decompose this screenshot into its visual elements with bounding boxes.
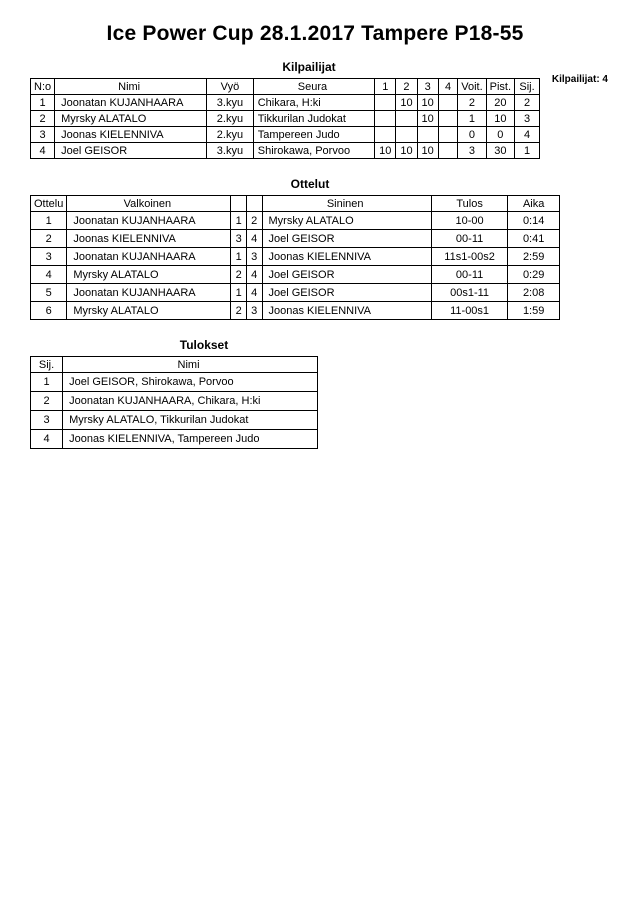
cell-match-1: 10 — [375, 143, 396, 159]
cell-white: Myrsky ALATALO — [67, 302, 231, 320]
cell-match-3 — [417, 127, 438, 143]
competitors-table-body — [31, 95, 540, 159]
table-row — [31, 212, 560, 230]
cell-match-1 — [375, 95, 396, 111]
matches-table-wrap — [30, 195, 630, 320]
cell-rank: 2 — [515, 95, 540, 111]
cell-match-4 — [438, 127, 457, 143]
col-name: Nimi — [55, 79, 207, 95]
col-match-2: 2 — [396, 79, 417, 95]
cell-wins: 1 — [458, 111, 486, 127]
cell-white: Myrsky ALATALO — [67, 266, 231, 284]
col-result: Tulos — [431, 196, 507, 212]
cell-match-no: 6 — [31, 302, 67, 320]
cell-rank: 3 — [515, 111, 540, 127]
cell-match-4 — [438, 111, 457, 127]
cell-match-4 — [438, 95, 457, 111]
table-row — [31, 284, 560, 302]
table-row — [31, 143, 540, 159]
results-heading: Tulokset — [179, 338, 229, 352]
col-match-no: Ottelu — [31, 196, 67, 212]
cell-belt: 3.kyu — [207, 143, 254, 159]
cell-match-no: 5 — [31, 284, 67, 302]
matches-table — [30, 195, 560, 320]
cell-blue: Joel GEISOR — [262, 230, 431, 248]
cell-name: Joonas KIELENNIVA, Tampereen Judo — [63, 430, 318, 449]
cell-time: 2:08 — [508, 284, 560, 302]
table-row — [31, 411, 318, 430]
cell-time: 0:14 — [508, 212, 560, 230]
cell-name: Myrsky ALATALO, Tikkurilan Judokat — [63, 411, 318, 430]
cell-belt: 2.kyu — [207, 127, 254, 143]
cell-no: 3 — [31, 127, 55, 143]
table-header-row — [31, 79, 540, 95]
cell-points: 30 — [486, 143, 514, 159]
cell-match-no: 2 — [31, 230, 67, 248]
cell-name: Myrsky ALATALO — [55, 111, 207, 127]
competitors-table-head — [31, 79, 540, 95]
cell-name: Joel GEISOR, Shirokawa, Porvoo — [63, 373, 318, 392]
cell-white-no: 2 — [231, 266, 247, 284]
cell-name: Joel GEISOR — [55, 143, 207, 159]
cell-result: 11-00s1 — [431, 302, 507, 320]
cell-rank: 2 — [31, 392, 63, 411]
col-no: N:o — [31, 79, 55, 95]
col-white: Valkoinen — [67, 196, 231, 212]
cell-blue-no: 3 — [246, 248, 262, 266]
cell-result: 00-11 — [431, 230, 507, 248]
cell-result: 00-11 — [431, 266, 507, 284]
table-row — [31, 248, 560, 266]
col-points: Pist. — [486, 79, 514, 95]
cell-wins: 0 — [458, 127, 486, 143]
matches-heading: Ottelut — [290, 177, 330, 191]
cell-match-3: 10 — [417, 95, 438, 111]
cell-rank: 3 — [31, 411, 63, 430]
cell-result: 10-00 — [431, 212, 507, 230]
table-row — [31, 430, 318, 449]
cell-match-2: 10 — [396, 95, 417, 111]
cell-time: 2:59 — [508, 248, 560, 266]
cell-club: Chikara, H:ki — [253, 95, 374, 111]
competitor-count-label: Kilpailijat: 4 — [551, 74, 608, 85]
cell-points: 10 — [486, 111, 514, 127]
page-title: Ice Power Cup 28.1.2017 Tampere P18-55 — [106, 22, 524, 45]
cell-blue: Myrsky ALATALO — [262, 212, 431, 230]
cell-match-no: 1 — [31, 212, 67, 230]
cell-no: 4 — [31, 143, 55, 159]
cell-white-no: 2 — [231, 302, 247, 320]
col-white-no — [231, 196, 247, 212]
table-row — [31, 95, 540, 111]
cell-name: Joonas KIELENNIVA — [55, 127, 207, 143]
cell-white: Joonatan KUJANHAARA — [67, 212, 231, 230]
cell-white: Joonatan KUJANHAARA — [67, 248, 231, 266]
competitors-table — [30, 78, 540, 159]
cell-rank: 4 — [515, 127, 540, 143]
cell-match-3: 10 — [417, 111, 438, 127]
col-belt: Vyö — [207, 79, 254, 95]
col-time: Aika — [508, 196, 560, 212]
table-row — [31, 302, 560, 320]
cell-match-2: 10 — [396, 143, 417, 159]
table-row — [31, 392, 318, 411]
cell-match-2 — [396, 127, 417, 143]
cell-white-no: 1 — [231, 212, 247, 230]
cell-club: Shirokawa, Porvoo — [253, 143, 374, 159]
table-header-row — [31, 196, 560, 212]
table-row — [31, 373, 318, 392]
table-row — [31, 127, 540, 143]
cell-blue-no: 3 — [246, 302, 262, 320]
col-name: Nimi — [63, 357, 318, 373]
table-row — [31, 111, 540, 127]
cell-blue-no: 2 — [246, 212, 262, 230]
cell-white: Joonatan KUJANHAARA — [67, 284, 231, 302]
cell-time: 0:41 — [508, 230, 560, 248]
cell-points: 20 — [486, 95, 514, 111]
results-table-wrap — [30, 356, 630, 449]
cell-match-no: 3 — [31, 248, 67, 266]
table-row — [31, 230, 560, 248]
cell-no: 2 — [31, 111, 55, 127]
cell-blue-no: 4 — [246, 266, 262, 284]
cell-club: Tampereen Judo — [253, 127, 374, 143]
col-rank: Sij. — [515, 79, 540, 95]
col-blue-no — [246, 196, 262, 212]
results-table-body — [31, 373, 318, 449]
col-rank: Sij. — [31, 357, 63, 373]
cell-wins: 2 — [458, 95, 486, 111]
table-row — [31, 266, 560, 284]
cell-name: Joonatan KUJANHAARA, Chikara, H:ki — [63, 392, 318, 411]
cell-rank: 4 — [31, 430, 63, 449]
cell-club: Tikkurilan Judokat — [253, 111, 374, 127]
cell-no: 1 — [31, 95, 55, 111]
cell-belt: 2.kyu — [207, 111, 254, 127]
cell-points: 0 — [486, 127, 514, 143]
col-match-4: 4 — [438, 79, 457, 95]
cell-blue: Joonas KIELENNIVA — [262, 248, 431, 266]
cell-result: 11s1-00s2 — [431, 248, 507, 266]
tournament-results-page — [0, 22, 630, 913]
cell-match-4 — [438, 143, 457, 159]
cell-rank: 1 — [515, 143, 540, 159]
col-match-3: 3 — [417, 79, 438, 95]
matches-table-head — [31, 196, 560, 212]
cell-belt: 3.kyu — [207, 95, 254, 111]
cell-blue: Joel GEISOR — [262, 284, 431, 302]
cell-time: 1:59 — [508, 302, 560, 320]
col-wins: Voit. — [458, 79, 486, 95]
cell-white-no: 3 — [231, 230, 247, 248]
cell-result: 00s1-11 — [431, 284, 507, 302]
cell-match-2 — [396, 111, 417, 127]
cell-match-3: 10 — [417, 143, 438, 159]
cell-name: Joonatan KUJANHAARA — [55, 95, 207, 111]
cell-white: Joonas KIELENNIVA — [67, 230, 231, 248]
cell-blue-no: 4 — [246, 230, 262, 248]
col-club: Seura — [253, 79, 374, 95]
cell-match-1 — [375, 111, 396, 127]
competitors-heading: Kilpailijat — [282, 60, 336, 74]
col-blue: Sininen — [262, 196, 431, 212]
results-table-head — [31, 357, 318, 373]
cell-time: 0:29 — [508, 266, 560, 284]
matches-table-body — [31, 212, 560, 320]
cell-match-no: 4 — [31, 266, 67, 284]
cell-blue-no: 4 — [246, 284, 262, 302]
results-table — [30, 356, 318, 449]
cell-rank: 1 — [31, 373, 63, 392]
cell-white-no: 1 — [231, 248, 247, 266]
cell-match-1 — [375, 127, 396, 143]
table-header-row — [31, 357, 318, 373]
cell-wins: 3 — [458, 143, 486, 159]
cell-blue: Joel GEISOR — [262, 266, 431, 284]
cell-white-no: 1 — [231, 284, 247, 302]
col-match-1: 1 — [375, 79, 396, 95]
cell-blue: Joonas KIELENNIVA — [262, 302, 431, 320]
competitors-table-wrap — [30, 78, 630, 159]
